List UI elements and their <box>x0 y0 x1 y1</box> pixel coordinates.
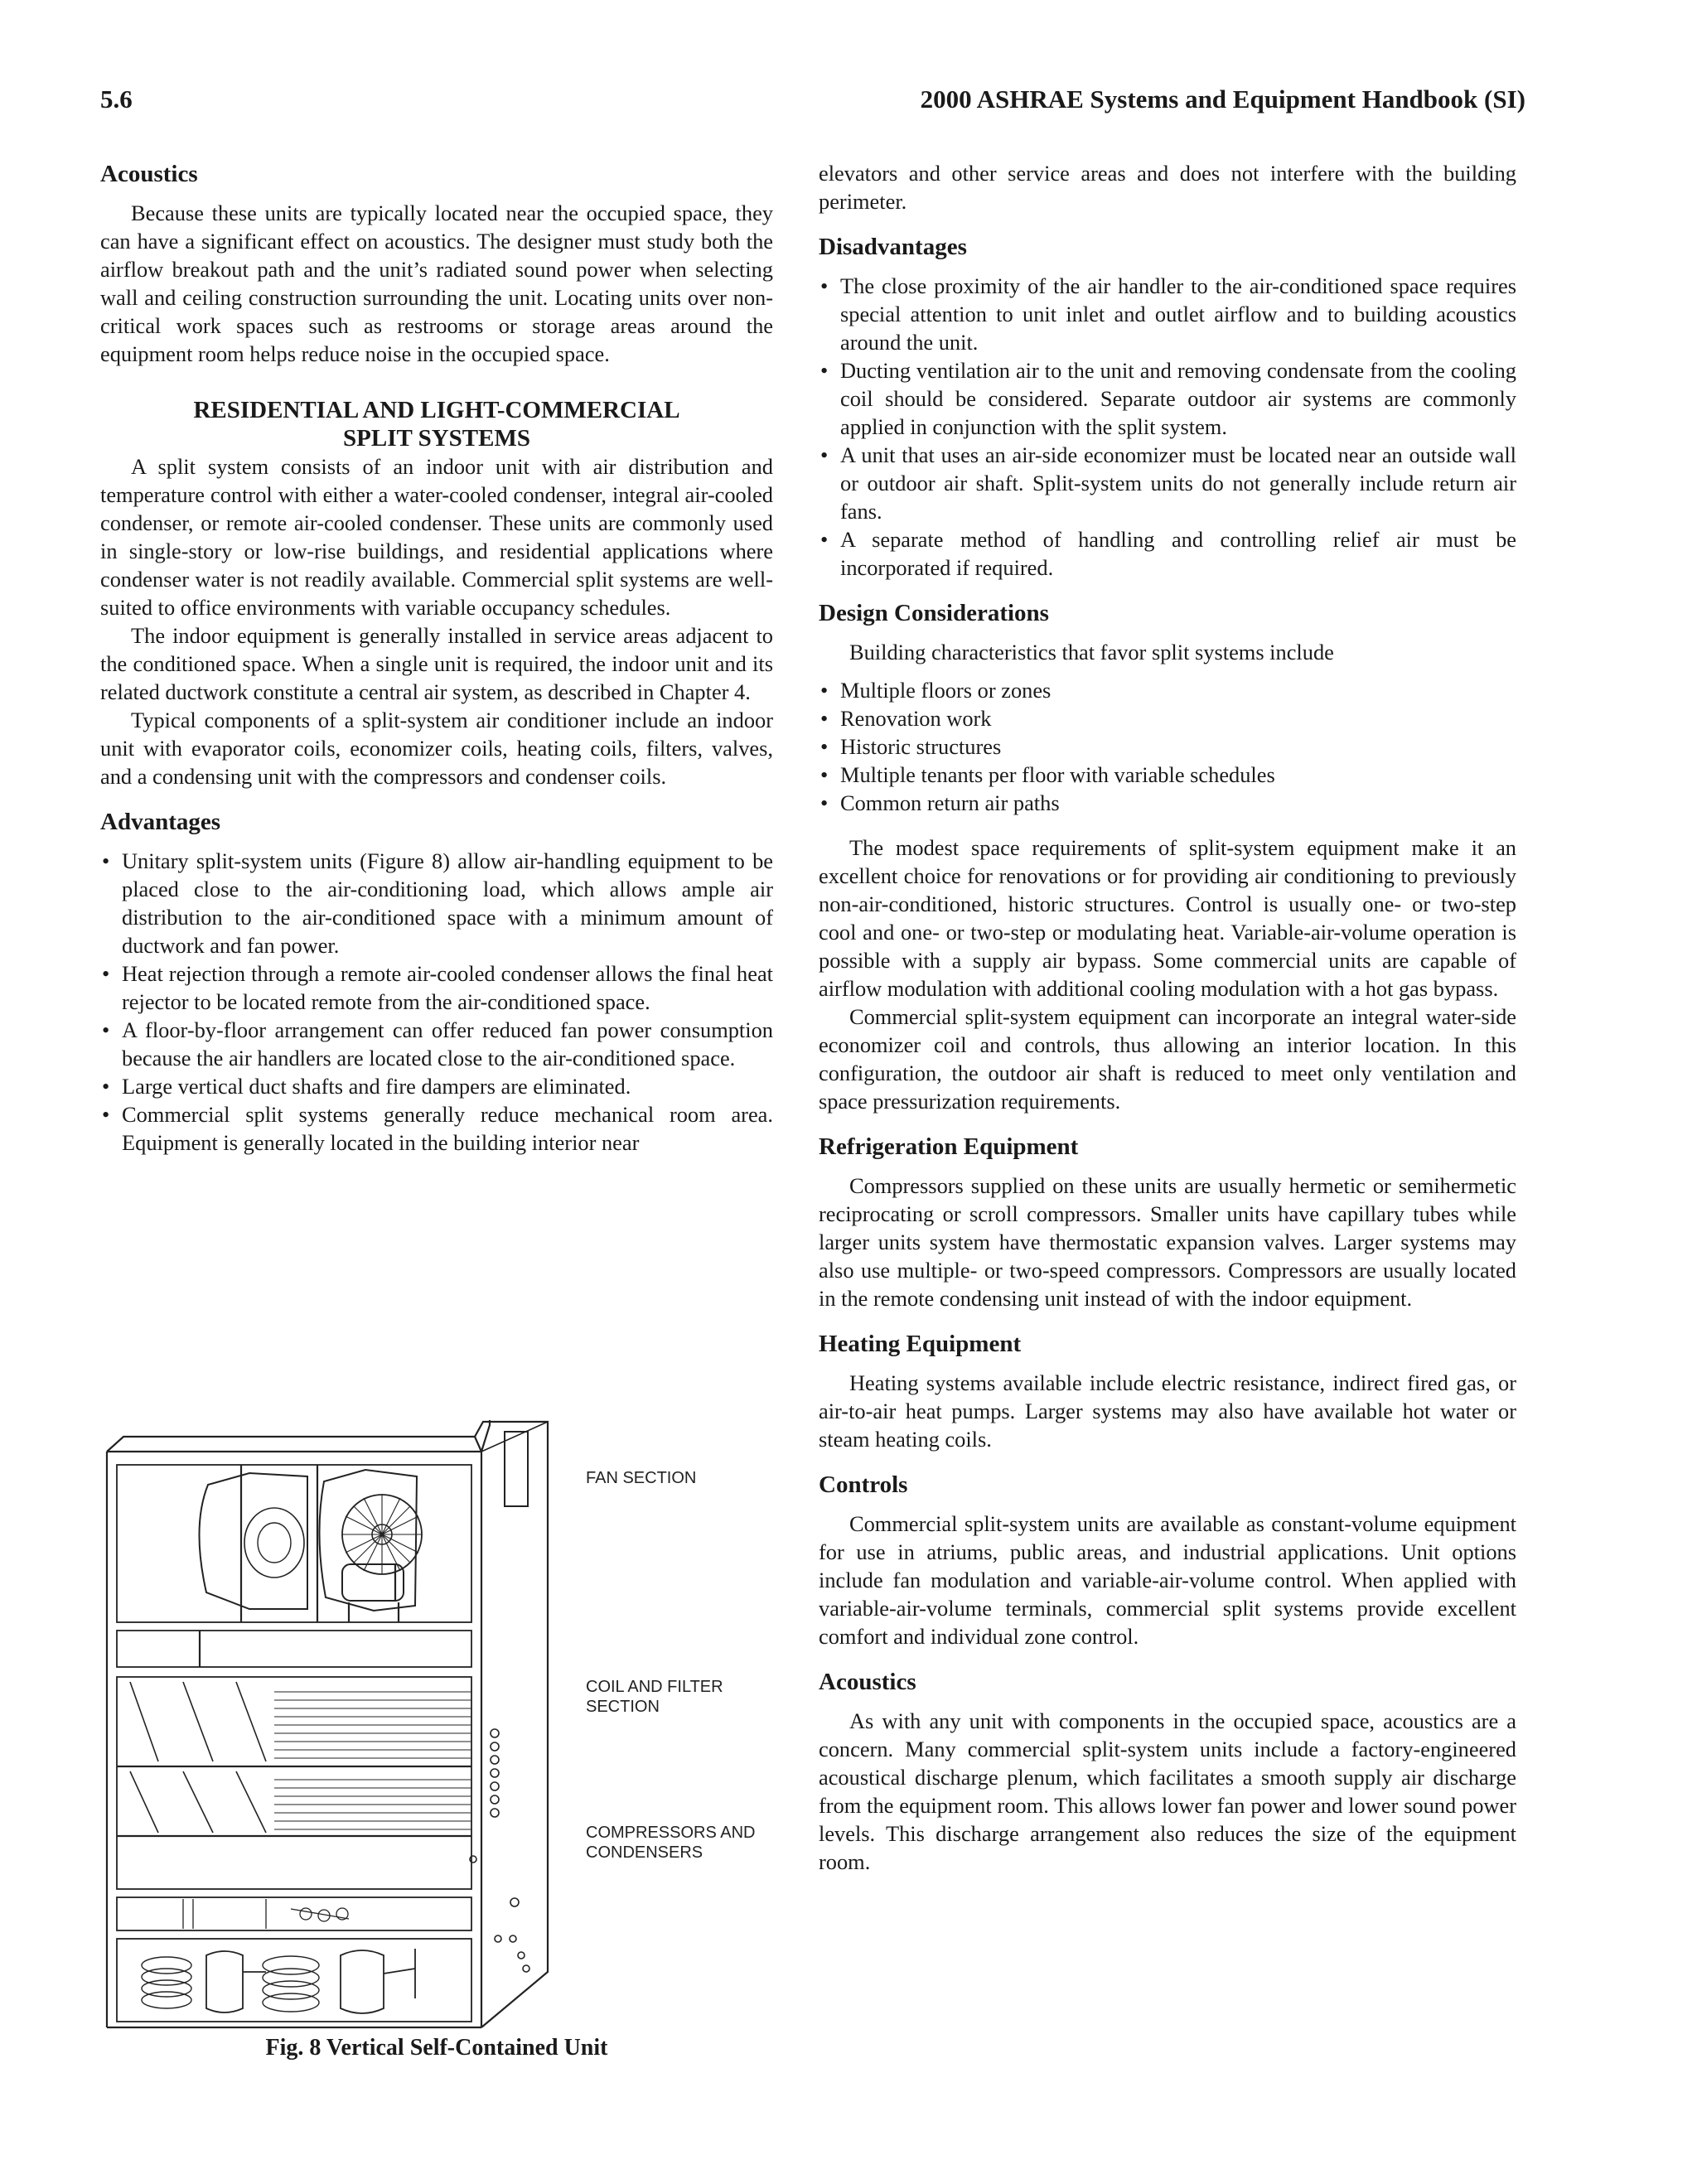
acoustics-heading-right: Acoustics <box>819 1669 916 1695</box>
unit-illustration <box>100 1418 773 2032</box>
list-item: • A unit that uses an air-side economizer must be located near an outside wall or outdoor air shaft. Split-system units do not generally include return air fans. <box>819 441 1516 525</box>
list-item: • A floor-by-floor arrangement can offer reduced fan power consumption because the air handlers are located close to the air-conditioned space. <box>100 1016 773 1072</box>
list-item: • Commercial split systems generally reduce mechanical room area. Equipment is generally located in the building interior near <box>100 1100 773 1157</box>
list-item: • Renovation work <box>819 704 1516 732</box>
left-column <box>100 159 773 1157</box>
heating-heading: Heating Equipment <box>819 1331 1022 1357</box>
label-comp-line1: COMPRESSORS AND <box>586 1824 756 1842</box>
continuation-paragraph: elevators and other service areas and does not interfere with the building perimeter. <box>819 161 1516 214</box>
design-paragraph-2: Commercial split-system equipment can incorporate an integral water-side economizer coil and controls, thus allowing an interior location. In this configuration, the outdoor air shaft is reduced to meet only ventilation and space pressurization requirements. <box>819 1004 1516 1114</box>
right-column <box>819 159 1516 1876</box>
list-item: • Large vertical duct shafts and fire dampers are eliminated. <box>100 1072 773 1100</box>
design-intro: Building characteristics that favor split systems include <box>849 640 1334 664</box>
label-fan-text: FAN SECTION <box>586 1469 697 1487</box>
heating-paragraph: Heating systems available include electric resistance, indirect fired gas, or air-to-air heat pumps. Larger systems may also have available hot water or steam heating coils. <box>819 1370 1516 1452</box>
list-item: • Heat rejection through a remote air-cooled condenser allows the final heat rejector to be located remote from the air-conditioned space. <box>100 959 773 1016</box>
list-item: • Multiple tenants per floor with variable schedules <box>819 761 1516 789</box>
book-title: 2000 ASHRAE Systems and Equipment Handbook (SI) <box>920 85 1525 114</box>
list-item: • The close proximity of the air handler to the air-conditioned space requires special attention to unit inlet and outlet airflow and to building acoustics around the unit. <box>819 272 1516 356</box>
controls-paragraph: Commercial split-system units are available as constant-volume equipment for use in atriums, public areas, and industrial applications. Unit options include fan modulation and variable-air-volume control. When applied with variable-air-volume terminals, commercial split systems provide excellent comfort and individual zone control. <box>819 1511 1516 1649</box>
list-item: • Historic structures <box>819 732 1516 761</box>
design-list <box>819 676 1516 817</box>
list-item: • Ducting ventilation air to the unit and removing condensate from the cooling coil should be considered. Separate outdoor air systems are commonly applied in conjunction with the split system. <box>819 356 1516 441</box>
acoustics-paragraph-right: As with any unit with components in the occupied space, acoustics are a concern. Many commercial split-system units include a factory-engineered acoustical discharge plenum, which facilitates a smooth supply air discharge from the equipment room. This allows lower fan power and lower sound power levels. This discharge arrangement also reduces the size of the equipment room. <box>819 1708 1516 1874</box>
list-item: • Multiple floors or zones <box>819 676 1516 704</box>
disadvantages-list <box>819 272 1516 582</box>
list-item: • A separate method of handling and controlling relief air must be incorporated if required. <box>819 525 1516 582</box>
page-number: 5.6 <box>100 85 133 114</box>
section-title-line1: RESIDENTIAL AND LIGHT-COMMERCIAL <box>193 397 680 423</box>
disadvantages-heading: Disadvantages <box>819 234 967 260</box>
acoustics-paragraph: Because these units are typically located near the occupied space, they can have a significant effect on acoustics. The designer must study both the airflow breakout path and the unit’s radiated sound power when selecting wall and ceiling construction surrounding the unit. Locating units over non-critical work spaces such as restrooms or storage areas around the equipment room helps reduce noise in the occupied space. <box>100 201 773 366</box>
design-considerations-heading: Design Considerations <box>819 600 1049 626</box>
refrigeration-paragraph: Compressors supplied on these units are usually hermetic or semihermetic reciprocating or scroll compressors. Smaller units have capillary tubes while larger units system have thermostatic expansion valves. Larger systems may also use multiple- or two-speed compressors. Compressors are usually located in the remote condensing unit instead of with the indoor equipment. <box>819 1173 1516 1311</box>
figure-vertical-self-contained-unit <box>100 1418 773 2032</box>
label-coil-filter-section <box>586 1677 776 1717</box>
split-paragraph-1: A split system consists of an indoor unit with air distribution and temperature control with either a water-cooled condenser, integral air-cooled condenser, or remote air-cooled condenser. These units are commonly used in single-story or low-rise buildings, and residential applications where condenser water is not readily available. Commercial split systems are well-suited to office environments with variable occupancy schedules. <box>100 454 773 620</box>
figure-caption: Fig. 8 Vertical Self-Contained Unit <box>265 2035 608 2061</box>
controls-heading: Controls <box>819 1471 908 1498</box>
label-compressors-condensers <box>586 1823 776 1863</box>
label-fan-section <box>586 1468 776 1488</box>
design-paragraph-1: The modest space requirements of split-system equipment make it an excellent choice for renovations or for providing air conditioning to previously non-air-conditioned, historic structures. Control is usually one- or two-step cool and one- or two-step or modulating heat. Variable-air-volume operation is possible with a supply air bypass. Some commercial units are capable of airflow modulation with additional cooling modulation with a hot gas bypass. <box>819 835 1516 1001</box>
label-coil-line1: COIL AND FILTER <box>586 1678 723 1696</box>
split-paragraph-2: The indoor equipment is generally installed in service areas adjacent to the conditioned space. When a single unit is required, the indoor unit and its related ductwork constitute a central air system, as described in Chapter 4. <box>100 623 773 704</box>
list-item: • Unitary split-system units (Figure 8) allow air-handling equipment to be placed close to the air-conditioning load, which allows ample air distribution to the air-conditioned space with a minimum amount of ductwork and fan power. <box>100 847 773 959</box>
advantages-list <box>100 847 773 1157</box>
section-title-line2: SPLIT SYSTEMS <box>343 425 530 452</box>
list-item: • Common return air paths <box>819 789 1516 817</box>
label-coil-line2: SECTION <box>586 1698 660 1716</box>
refrigeration-heading: Refrigeration Equipment <box>819 1133 1079 1160</box>
acoustics-heading: Acoustics <box>100 161 198 187</box>
running-header <box>100 85 1525 126</box>
split-paragraph-3: Typical components of a split-system air conditioner include an indoor unit with evaporator coils, economizer coils, heating coils, filters, valves, and a condensing unit with the compressors and condenser coils. <box>100 708 773 789</box>
advantages-heading: Advantages <box>100 809 221 835</box>
label-comp-line2: CONDENSERS <box>586 1843 703 1862</box>
